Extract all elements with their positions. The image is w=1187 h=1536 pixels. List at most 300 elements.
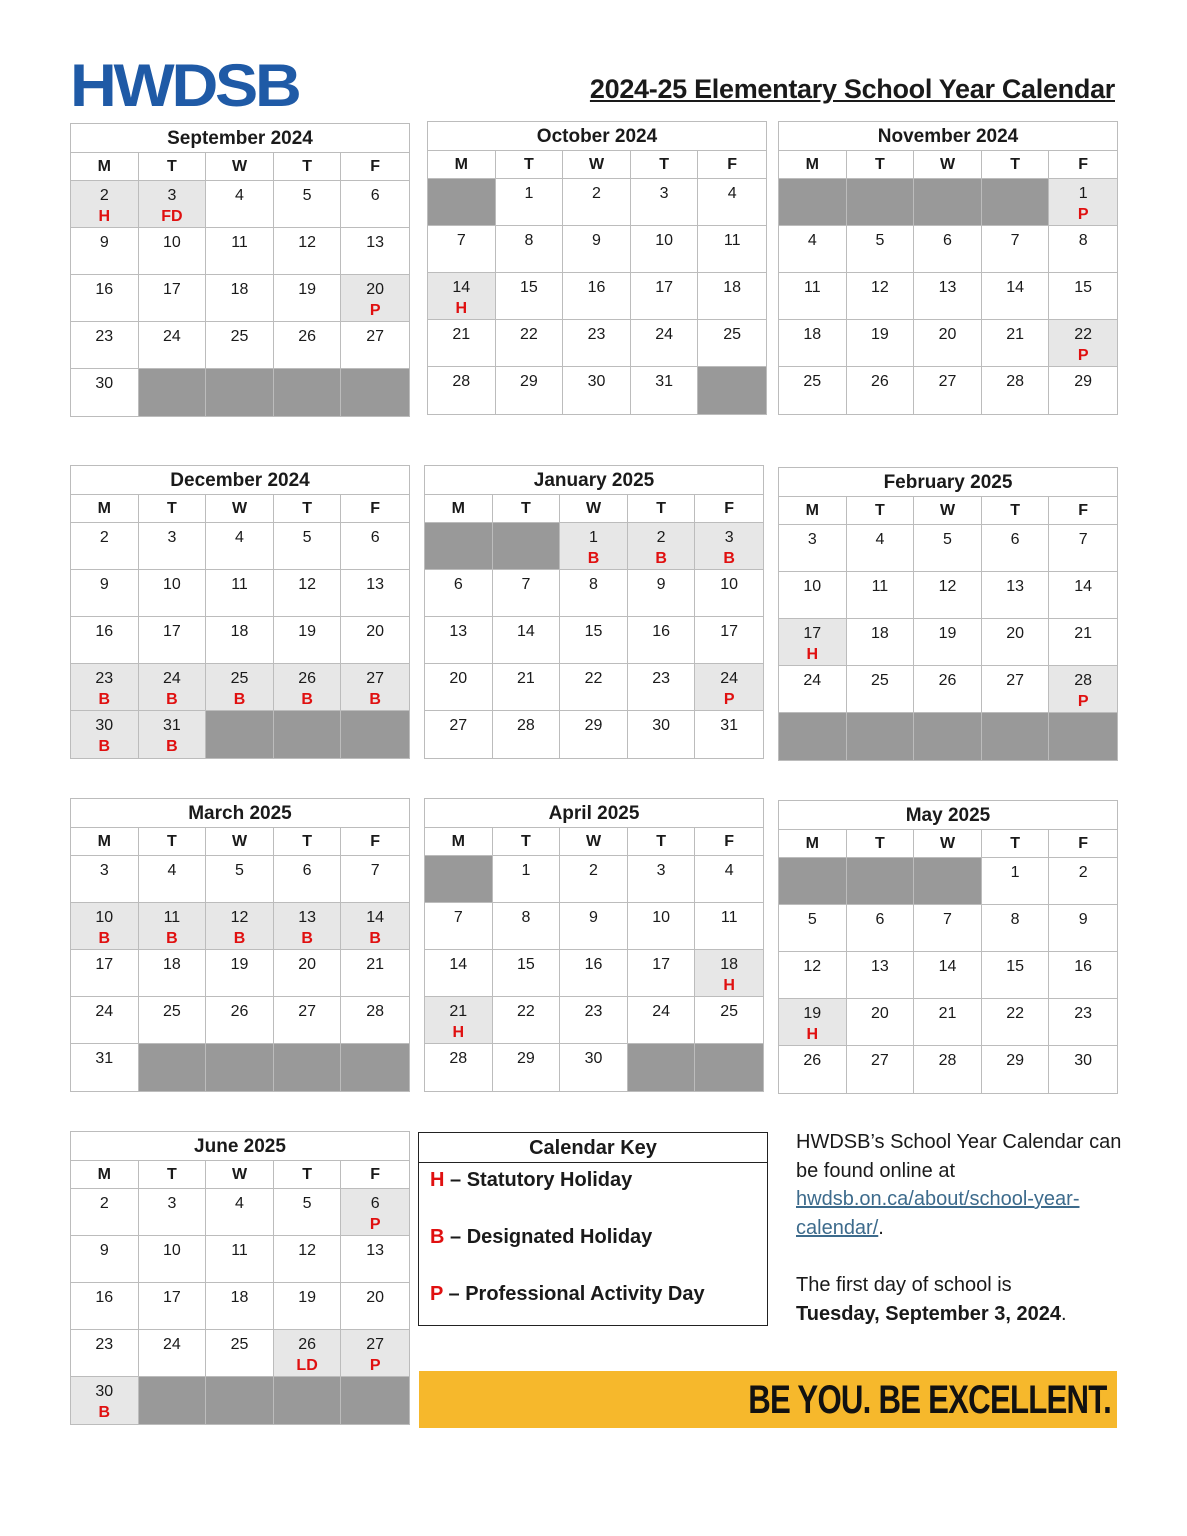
day-cell <box>139 1283 207 1330</box>
weekday-header: T <box>493 828 561 856</box>
day-number: 20 <box>449 670 468 687</box>
weekday-header: M <box>71 828 139 856</box>
day-number: 2 <box>99 187 109 204</box>
day-number: 26 <box>938 672 957 689</box>
day-number: 23 <box>95 670 114 687</box>
day-cell <box>914 999 982 1046</box>
weekday-header: T <box>847 830 915 858</box>
blank-day-cell <box>847 179 915 226</box>
day-number: 17 <box>162 623 181 640</box>
key-code: H <box>430 1169 445 1191</box>
month-grid <box>71 495 409 758</box>
day-number: 7 <box>1010 232 1020 249</box>
day-cell <box>274 664 342 711</box>
month-calendar-september-2024 <box>70 123 410 417</box>
day-cell <box>428 273 496 320</box>
day-cell <box>71 711 139 758</box>
day-code: B <box>166 691 178 708</box>
month-calendar-may-2025 <box>778 800 1118 1094</box>
day-cell <box>631 273 699 320</box>
day-number: 10 <box>655 232 673 249</box>
day-number: 5 <box>807 911 817 928</box>
day-number: 18 <box>162 956 181 973</box>
day-number: 13 <box>1006 578 1024 595</box>
day-cell <box>493 903 561 950</box>
day-number: 10 <box>652 909 670 926</box>
day-cell <box>274 1330 342 1377</box>
weekday-header: M <box>428 151 496 179</box>
day-number: 11 <box>720 909 738 926</box>
blank-day-cell <box>341 711 409 758</box>
day-number: 21 <box>452 326 471 343</box>
day-number: 25 <box>230 328 249 345</box>
day-cell <box>71 1044 139 1091</box>
day-number: 11 <box>871 578 889 595</box>
day-cell <box>631 320 699 367</box>
weekday-header: W <box>206 495 274 523</box>
day-code: B <box>233 691 246 708</box>
day-cell <box>560 664 628 711</box>
day-cell <box>71 181 139 228</box>
day-code: B <box>301 930 313 947</box>
key-label: – Statutory Holiday <box>444 1169 633 1191</box>
day-cell <box>982 1046 1050 1093</box>
day-number: 3 <box>724 529 734 546</box>
blank-day-cell <box>779 858 847 905</box>
day-number: 12 <box>298 576 316 593</box>
day-number: 9 <box>99 576 109 593</box>
day-number: 11 <box>723 232 741 249</box>
day-number: 13 <box>449 623 468 640</box>
day-cell <box>493 664 561 711</box>
day-cell <box>628 617 696 664</box>
day-number: 20 <box>870 1005 889 1022</box>
day-cell <box>274 523 342 570</box>
day-number: 26 <box>298 328 316 345</box>
day-number: 10 <box>803 578 822 595</box>
day-cell <box>560 950 628 997</box>
day-number: 18 <box>870 625 889 642</box>
day-cell <box>914 367 982 414</box>
day-number: 24 <box>162 1336 181 1353</box>
day-cell <box>847 367 915 414</box>
weekday-header: M <box>779 497 847 525</box>
day-number: 3 <box>807 531 817 548</box>
key-item-professional-activity-day <box>430 1279 767 1336</box>
blank-day-cell <box>206 1044 274 1091</box>
day-cell <box>206 1330 274 1377</box>
day-cell <box>1049 999 1117 1046</box>
day-code: B <box>166 930 178 947</box>
day-number: 16 <box>584 956 603 973</box>
day-cell <box>425 570 493 617</box>
blank-day-cell <box>341 1044 409 1091</box>
month-calendar-february-2025 <box>778 467 1118 761</box>
day-cell <box>274 1189 342 1236</box>
day-cell <box>139 570 207 617</box>
day-number: 5 <box>943 531 952 548</box>
day-cell <box>139 711 207 758</box>
day-cell <box>847 666 915 713</box>
day-code: P <box>369 1357 381 1374</box>
day-cell <box>496 179 564 226</box>
day-cell <box>847 1046 915 1093</box>
day-cell <box>914 1046 982 1093</box>
day-cell <box>779 952 847 999</box>
day-number: 16 <box>95 281 114 298</box>
day-cell <box>341 1236 409 1283</box>
blank-day-cell <box>914 858 982 905</box>
day-cell <box>71 570 139 617</box>
day-number: 11 <box>231 576 248 593</box>
day-cell <box>779 273 847 320</box>
day-cell <box>695 950 763 997</box>
day-number: 2 <box>99 1195 109 1212</box>
day-number: 20 <box>298 956 316 973</box>
day-cell <box>206 275 274 322</box>
day-number: 13 <box>870 958 889 975</box>
day-cell <box>1049 367 1117 414</box>
day-number: 14 <box>938 958 957 975</box>
day-cell <box>628 711 696 758</box>
day-number: 31 <box>162 717 181 734</box>
month-title: March 2025 <box>71 799 409 828</box>
day-cell <box>1049 619 1117 666</box>
day-cell <box>698 226 766 273</box>
calendar-key-title: Calendar Key <box>419 1133 767 1163</box>
day-cell <box>914 666 982 713</box>
day-cell <box>982 572 1050 619</box>
month-calendar-november-2024 <box>778 121 1118 415</box>
day-number: 2 <box>1078 864 1088 881</box>
day-number: 2 <box>656 529 666 546</box>
day-cell <box>847 226 915 273</box>
day-cell <box>139 903 207 950</box>
day-cell <box>206 570 274 617</box>
day-cell <box>139 1330 207 1377</box>
blank-day-cell <box>206 1377 274 1424</box>
day-cell <box>71 1330 139 1377</box>
first-day-date: Tuesday, September 3, 2024 <box>796 1302 1061 1325</box>
day-number: 18 <box>230 1289 249 1306</box>
day-cell <box>428 226 496 273</box>
day-cell <box>695 523 763 570</box>
weekday-header: T <box>982 497 1050 525</box>
day-cell <box>274 617 342 664</box>
day-cell <box>628 570 696 617</box>
day-number: 2 <box>589 862 598 879</box>
day-number: 31 <box>95 1050 114 1067</box>
day-number: 27 <box>449 717 468 734</box>
day-cell <box>71 322 139 369</box>
day-cell <box>1049 179 1117 226</box>
day-number: 25 <box>230 1336 249 1353</box>
day-number: 3 <box>167 1195 177 1212</box>
day-number: 24 <box>720 670 739 687</box>
day-cell <box>1049 226 1117 273</box>
day-number: 23 <box>95 328 114 345</box>
month-title: January 2025 <box>425 466 763 495</box>
month-grid <box>425 495 763 758</box>
day-cell <box>563 179 631 226</box>
day-cell <box>914 952 982 999</box>
weekday-header: T <box>628 495 696 523</box>
day-cell <box>206 1189 274 1236</box>
day-number: 5 <box>302 187 312 204</box>
weekday-header: T <box>847 151 915 179</box>
calendar-link-note <box>796 1128 1126 1242</box>
day-cell <box>71 369 139 416</box>
day-cell <box>274 1283 342 1330</box>
day-number: 29 <box>516 1050 535 1067</box>
day-code: B <box>587 550 600 567</box>
weekday-header: T <box>274 153 342 181</box>
day-cell <box>274 856 342 903</box>
day-number: 9 <box>656 576 666 593</box>
day-number: 9 <box>99 1242 109 1259</box>
day-number: 21 <box>366 956 385 973</box>
day-number: 1 <box>1078 185 1088 202</box>
hwdsb-logo: HWDSB <box>70 52 299 119</box>
weekday-header: W <box>560 495 628 523</box>
day-code: B <box>723 550 735 567</box>
first-day-note <box>796 1271 1126 1328</box>
day-cell <box>425 903 493 950</box>
weekday-header: F <box>1049 830 1117 858</box>
weekday-header: F <box>698 151 766 179</box>
day-cell <box>628 664 696 711</box>
blank-day-cell <box>982 713 1050 760</box>
day-cell <box>982 666 1050 713</box>
day-number: 30 <box>587 373 606 390</box>
day-cell <box>779 320 847 367</box>
day-cell <box>695 664 763 711</box>
key-item-statutory-holiday <box>430 1165 767 1222</box>
day-number: 17 <box>162 281 181 298</box>
day-cell <box>914 273 982 320</box>
day-number: 28 <box>1006 373 1024 390</box>
day-number: 16 <box>95 1289 114 1306</box>
calendar-link[interactable] <box>796 1188 1080 1239</box>
month-grid <box>71 828 409 1091</box>
day-number: 20 <box>366 281 385 298</box>
day-number: 11 <box>163 909 181 926</box>
day-number: 26 <box>870 373 889 390</box>
day-cell <box>560 1044 628 1091</box>
day-cell <box>206 523 274 570</box>
day-number: 17 <box>652 956 670 973</box>
weekday-header: W <box>914 151 982 179</box>
day-cell <box>631 179 699 226</box>
day-cell <box>631 226 699 273</box>
day-code: B <box>655 550 667 567</box>
day-cell <box>428 320 496 367</box>
day-cell <box>695 570 763 617</box>
month-grid <box>425 828 763 1091</box>
day-cell <box>847 905 915 952</box>
day-cell <box>341 1189 409 1236</box>
day-number: 4 <box>875 531 885 548</box>
day-number: 29 <box>1006 1052 1024 1069</box>
day-code: H <box>806 646 819 663</box>
day-cell <box>341 228 409 275</box>
day-cell <box>563 367 631 414</box>
day-number: 18 <box>720 956 739 973</box>
day-cell <box>698 320 766 367</box>
day-cell <box>563 320 631 367</box>
day-number: 14 <box>516 623 535 640</box>
day-code: H <box>806 1026 819 1043</box>
day-cell <box>493 617 561 664</box>
day-number: 30 <box>95 717 114 734</box>
day-cell <box>779 1046 847 1093</box>
day-code: B <box>98 691 111 708</box>
weekday-header: F <box>341 495 409 523</box>
day-number: 13 <box>366 576 385 593</box>
day-cell <box>341 1330 409 1377</box>
day-number: 24 <box>162 328 181 345</box>
key-item-designated-holiday <box>430 1222 767 1279</box>
day-number: 13 <box>938 279 957 296</box>
day-number: 27 <box>366 670 385 687</box>
day-code: P <box>369 1216 381 1233</box>
day-number: 27 <box>366 328 385 345</box>
day-number: 10 <box>162 234 181 251</box>
day-number: 29 <box>584 717 603 734</box>
day-number: 19 <box>803 1005 822 1022</box>
day-cell <box>1049 952 1117 999</box>
day-number: 29 <box>519 373 538 390</box>
day-number: 12 <box>803 958 822 975</box>
page-title: 2024-25 Elementary School Year Calendar <box>589 74 1115 104</box>
day-number: 7 <box>943 911 952 928</box>
day-cell <box>341 903 409 950</box>
day-number: 9 <box>592 232 601 249</box>
key-label: – Designated Holiday <box>444 1226 653 1248</box>
day-cell <box>695 856 763 903</box>
day-cell <box>341 570 409 617</box>
day-cell <box>425 1044 493 1091</box>
day-number: 3 <box>659 185 669 202</box>
day-number: 8 <box>521 909 531 926</box>
day-number: 23 <box>1074 1005 1093 1022</box>
weekday-header: T <box>139 1161 207 1189</box>
day-code: B <box>301 691 313 708</box>
weekday-header: T <box>628 828 696 856</box>
month-grid <box>779 497 1117 760</box>
day-cell <box>139 523 207 570</box>
day-cell <box>139 228 207 275</box>
day-cell <box>982 367 1050 414</box>
day-cell <box>139 950 207 997</box>
day-number: 10 <box>162 1242 181 1259</box>
calendar-link-part-1: hwdsb.on.ca/about/school-year- <box>796 1188 1080 1210</box>
day-cell <box>847 273 915 320</box>
day-cell <box>847 619 915 666</box>
day-code: B <box>369 691 381 708</box>
day-number: 5 <box>235 862 244 879</box>
day-number: 27 <box>298 1003 316 1020</box>
day-number: 11 <box>231 234 248 251</box>
blank-day-cell <box>139 1044 207 1091</box>
day-cell <box>341 950 409 997</box>
day-number: 27 <box>366 1336 385 1353</box>
day-number: 17 <box>655 279 673 296</box>
day-number: 22 <box>1074 326 1093 343</box>
day-number: 4 <box>724 862 734 879</box>
weekday-header: T <box>139 153 207 181</box>
weekday-header: M <box>779 830 847 858</box>
day-cell <box>71 903 139 950</box>
day-cell <box>982 525 1050 572</box>
day-cell <box>425 664 493 711</box>
day-number: 9 <box>589 909 598 926</box>
day-number: 5 <box>302 1195 312 1212</box>
day-number: 1 <box>589 529 598 546</box>
weekday-header: W <box>560 828 628 856</box>
day-number: 14 <box>1006 279 1024 296</box>
day-number: 14 <box>449 956 468 973</box>
day-cell <box>982 273 1050 320</box>
day-cell <box>560 523 628 570</box>
day-cell <box>560 617 628 664</box>
day-cell <box>274 997 342 1044</box>
day-cell <box>982 619 1050 666</box>
calendar-link-suffix: . <box>878 1216 884 1239</box>
day-cell <box>847 320 915 367</box>
day-number: 19 <box>870 326 889 343</box>
month-calendar-march-2025 <box>70 798 410 1092</box>
day-cell <box>628 903 696 950</box>
day-number: 15 <box>1074 279 1093 296</box>
day-number: 11 <box>803 279 821 296</box>
day-cell <box>71 664 139 711</box>
day-number: 21 <box>938 1005 957 1022</box>
day-number: 2 <box>99 529 109 546</box>
day-code: B <box>166 738 178 755</box>
day-number: 29 <box>1074 373 1093 390</box>
blank-day-cell <box>493 523 561 570</box>
day-number: 6 <box>302 862 312 879</box>
day-cell <box>428 367 496 414</box>
day-number: 30 <box>652 717 670 734</box>
weekday-header: W <box>914 497 982 525</box>
day-number: 23 <box>95 1336 114 1353</box>
day-cell <box>1049 666 1117 713</box>
weekday-header: F <box>341 1161 409 1189</box>
day-number: 26 <box>298 670 316 687</box>
day-cell <box>71 228 139 275</box>
day-number: 23 <box>584 1003 603 1020</box>
day-number: 7 <box>370 862 380 879</box>
weekday-header: F <box>1049 497 1117 525</box>
day-cell <box>274 570 342 617</box>
month-title: June 2025 <box>71 1132 409 1161</box>
day-cell <box>425 711 493 758</box>
day-cell <box>425 950 493 997</box>
weekday-header: M <box>779 151 847 179</box>
first-day-suffix: . <box>1060 1302 1067 1325</box>
weekday-header: T <box>274 1161 342 1189</box>
key-code: P <box>430 1283 443 1305</box>
day-cell <box>341 997 409 1044</box>
day-number: 4 <box>727 185 737 202</box>
day-cell <box>628 950 696 997</box>
day-number: 18 <box>723 279 742 296</box>
day-number: 16 <box>1074 958 1093 975</box>
day-code: H <box>723 977 735 994</box>
day-number: 8 <box>589 576 598 593</box>
